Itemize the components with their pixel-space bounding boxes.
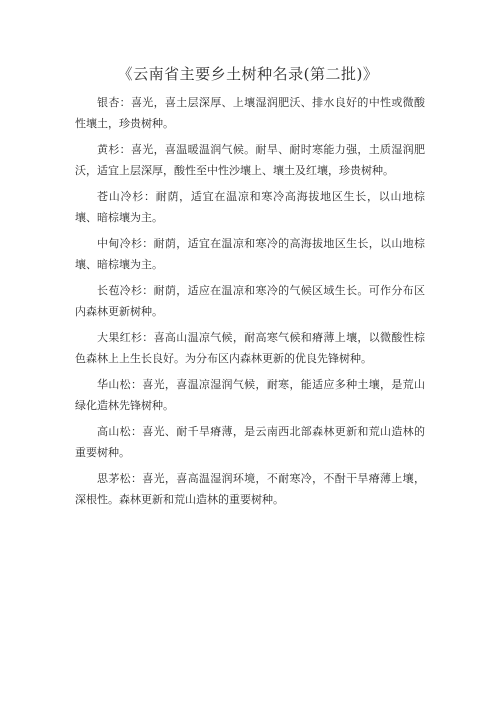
paragraph-ginkgo: 银杏：喜光，喜土层深厚、上壤湿润肥沃、排水良好的中性或微酸性壤土，珍贵树种。 xyxy=(75,96,425,130)
paragraph-longbract-fir: 长苞冷杉：耐荫，适应在温凉和寒冷的气候区域生长。可作分布区内森林更新树种。 xyxy=(75,284,425,318)
paragraph-larch: 大果红杉：喜高山温凉气候，耐高寒气候和瘠薄上壤，以微酸性棕色森林上上生长良好。为分布区内森林更新的优良先锋树种。 xyxy=(75,331,425,365)
paragraph-simao-pine: 思茅松：喜光，喜高温湿润环境，不耐寒冷，不酎干旱瘠薄上壤，深根性。森林更新和荒山造林的重要树种。 xyxy=(75,472,425,506)
paragraph-huashan-pine: 华山松：喜光，喜温凉湿润气候，耐寒，能适应多种土壤，是荒山绿化造林先锋树种。 xyxy=(75,378,425,412)
paragraph-huangshan: 黄杉：喜光，喜温暖温润气候。耐旱、耐时寒能力强，土质湿润肥沃，适宜上层深厚，酸性至中性沙壤上、壤土及红壤，珍贵树种。 xyxy=(75,143,425,177)
paragraph-gaoshan-pine: 高山松：喜光、耐千旱瘠薄，是云南西北部森林更新和荒山造林的重要树种。 xyxy=(75,425,425,459)
document-title: 《云南省主要乡土树种名录(第二批)》 xyxy=(117,65,379,83)
paragraph-cangshan-fir: 苍山冷杉：耐荫，适宜在温凉和寒冷高海拔地区生长，以山地棕壤、暗棕壤为主。 xyxy=(75,190,425,224)
paragraph-zhongdian-fir: 中甸冷杉：耐荫，适宜在温凉和寒冷的高海拔地区生长，以山地棕壤、暗棕壤为主。 xyxy=(75,237,425,271)
document-body xyxy=(75,92,425,515)
